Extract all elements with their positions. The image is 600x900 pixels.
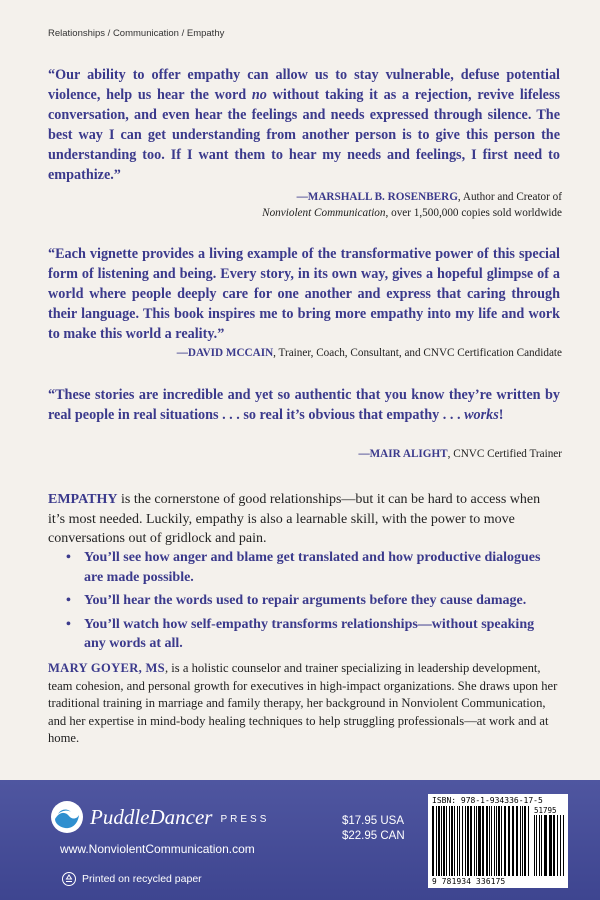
quote-rosenberg-text-1: “Our ability to offer empathy can allow us to stay vulnerable, defuse potential violence, help us hear the word: [48, 67, 560, 103]
quote-alight: [48, 385, 560, 425]
barcode-bar: [494, 806, 495, 876]
barcode-bar: [504, 806, 506, 876]
barcode-bar: [441, 806, 442, 876]
recycled-text: Printed on recycled paper: [82, 873, 202, 885]
barcode-bar: [520, 806, 521, 876]
barcode-bar: [516, 806, 518, 876]
attribution-rosenberg-sales: , over 1,500,000 copies sold worldwide: [385, 207, 562, 219]
author-bio: [48, 660, 562, 748]
intro-text: is the cornerstone of good relationships—but it can be hard to access when it’s most needed. Luckily, empathy is also a learnable skill, with the power to move conversations out of gridlock and pain.: [48, 492, 541, 546]
ean-digits: 9 781934 336175: [432, 877, 506, 886]
barcode-bar: [443, 806, 445, 876]
price-block: [342, 814, 405, 844]
author-name: MARY GOYER, MS: [48, 661, 165, 675]
attribution-rosenberg-book: Nonviolent Communication: [262, 207, 386, 219]
barcode-bar: [482, 806, 484, 876]
barcode-bar: [478, 806, 481, 876]
bullet-item: • You’ll see how anger and blame get translated and how productive dialogues are made possible.: [66, 548, 556, 587]
barcode-bar: [522, 806, 523, 876]
publisher-url: www.NonviolentCommunication.com: [60, 842, 255, 856]
author-bio-text: , is a holistic counselor and trainer specializing in leadership development, team cohesion, and personal growth for executives in high-impact organizations. She draws upon her traditional training in marriage and family therapy, her background in Nonviolent Communication, and her expertise in mind-body healing techniques to help struggling professionals—at work and at home.: [48, 661, 558, 745]
barcode-bar: [563, 815, 564, 876]
attribution-alight: [358, 446, 562, 462]
barcode-bar: [449, 806, 450, 876]
quote-rosenberg: [48, 65, 560, 185]
barcode-bar: [544, 815, 547, 876]
recycled-note: [62, 872, 202, 886]
intro-lead-word: EMPATHY: [48, 492, 118, 507]
attribution-rosenberg-role: , Author and Creator of: [457, 191, 562, 203]
barcode-bar: [512, 806, 514, 876]
barcode-bar: [524, 806, 526, 876]
barcode-bar: [539, 815, 540, 876]
publisher-logo: [50, 800, 269, 834]
barcode-bar: [534, 815, 535, 876]
barcode-addon-bars: [534, 815, 566, 876]
quote-alight-italic: works: [464, 407, 499, 423]
barcode-bar: [496, 806, 497, 876]
barcode: [428, 794, 568, 888]
price-can: $22.95 CAN: [342, 830, 405, 842]
quote-alight-text-1: “These stories are incredible and yet so authentic that you know they’re written by real people in real situations . . . so real it’s obvious that empathy . . .: [48, 387, 560, 423]
attribution-rosenberg: [262, 189, 562, 221]
publisher-name: PuddleDancer: [90, 804, 213, 829]
publisher-press: PRESS: [220, 814, 270, 825]
barcode-bar: [467, 806, 469, 876]
barcode-bar: [553, 815, 555, 876]
category-line: Relationships / Communication / Empathy: [48, 28, 225, 39]
footer-band: [0, 780, 600, 900]
barcode-bars: [432, 806, 532, 876]
barcode-bar: [465, 806, 466, 876]
isbn-label: ISBN: 978-1-934336-17-5: [432, 796, 543, 805]
quote-alight-text-2: !: [498, 407, 504, 423]
quote-rosenberg-text-2: without taking it as a rejection, revive lifeless conversation, and even hear the feelings and needs expressed through silence. The best way I can get understanding from another person is to give this person the understanding too. If I want them to hear my needs and feelings, I first need to empathize.”: [48, 87, 560, 183]
recycle-icon: [62, 872, 76, 886]
barcode-bar: [560, 815, 561, 876]
barcode-bar: [508, 806, 510, 876]
barcode-bar: [462, 806, 463, 876]
barcode-bar: [528, 806, 529, 876]
barcode-bar: [491, 806, 492, 876]
barcode-bar: [486, 806, 488, 876]
barcode-bar: [557, 815, 558, 876]
attribution-alight-name: —MAIR ALIGHT: [358, 448, 448, 460]
intro-paragraph: [48, 490, 560, 549]
bullet-item: • You’ll hear the words used to repair arguments before they cause damage.: [66, 591, 556, 611]
price-usa: $17.95 USA: [342, 815, 405, 827]
attribution-alight-role: , CNVC Certified Trainer: [447, 448, 562, 460]
barcode-bar: [454, 806, 455, 876]
barcode-bar: [498, 806, 500, 876]
barcode-bar: [489, 806, 490, 876]
barcode-bar: [470, 806, 472, 876]
attribution-mccain: [177, 345, 562, 361]
bullet-list: [66, 548, 556, 658]
barcode-addon-code: 51795: [534, 806, 557, 815]
barcode-bar: [474, 806, 475, 876]
barcode-bar: [451, 806, 453, 876]
barcode-bar: [459, 806, 460, 876]
barcode-bar: [476, 806, 477, 876]
attribution-rosenberg-name: —MARSHALL B. ROSENBERG: [296, 191, 458, 203]
barcode-bar: [436, 806, 437, 876]
quote-rosenberg-italic: no: [251, 87, 267, 103]
attribution-mccain-name: —DAVID MCCAIN: [176, 347, 274, 359]
barcode-bar: [549, 815, 552, 876]
quote-mccain: “Each vignette provides a living example of the transformative power of this special form of listening and being. Every story, in its own way, gives a hopeful glimpse of a world where people deeply care for one another and express that caring through their language. This book inspires me to bring more empathy into my life and work to make this world a reality.”: [48, 246, 560, 342]
barcode-bar: [446, 806, 447, 876]
barcode-bar: [457, 806, 458, 876]
barcode-bar: [438, 806, 440, 876]
barcode-bar: [536, 815, 537, 876]
barcode-bar: [432, 806, 434, 876]
attribution-mccain-role: , Trainer, Coach, Consultant, and CNVC Certification Candidate: [273, 347, 562, 359]
barcode-bar: [541, 815, 542, 876]
barcode-bar: [501, 806, 502, 876]
puddle-wave-icon: [50, 800, 84, 834]
bullet-item: • You’ll watch how self-empathy transforms relationships—without speaking any words at all.: [66, 615, 556, 654]
